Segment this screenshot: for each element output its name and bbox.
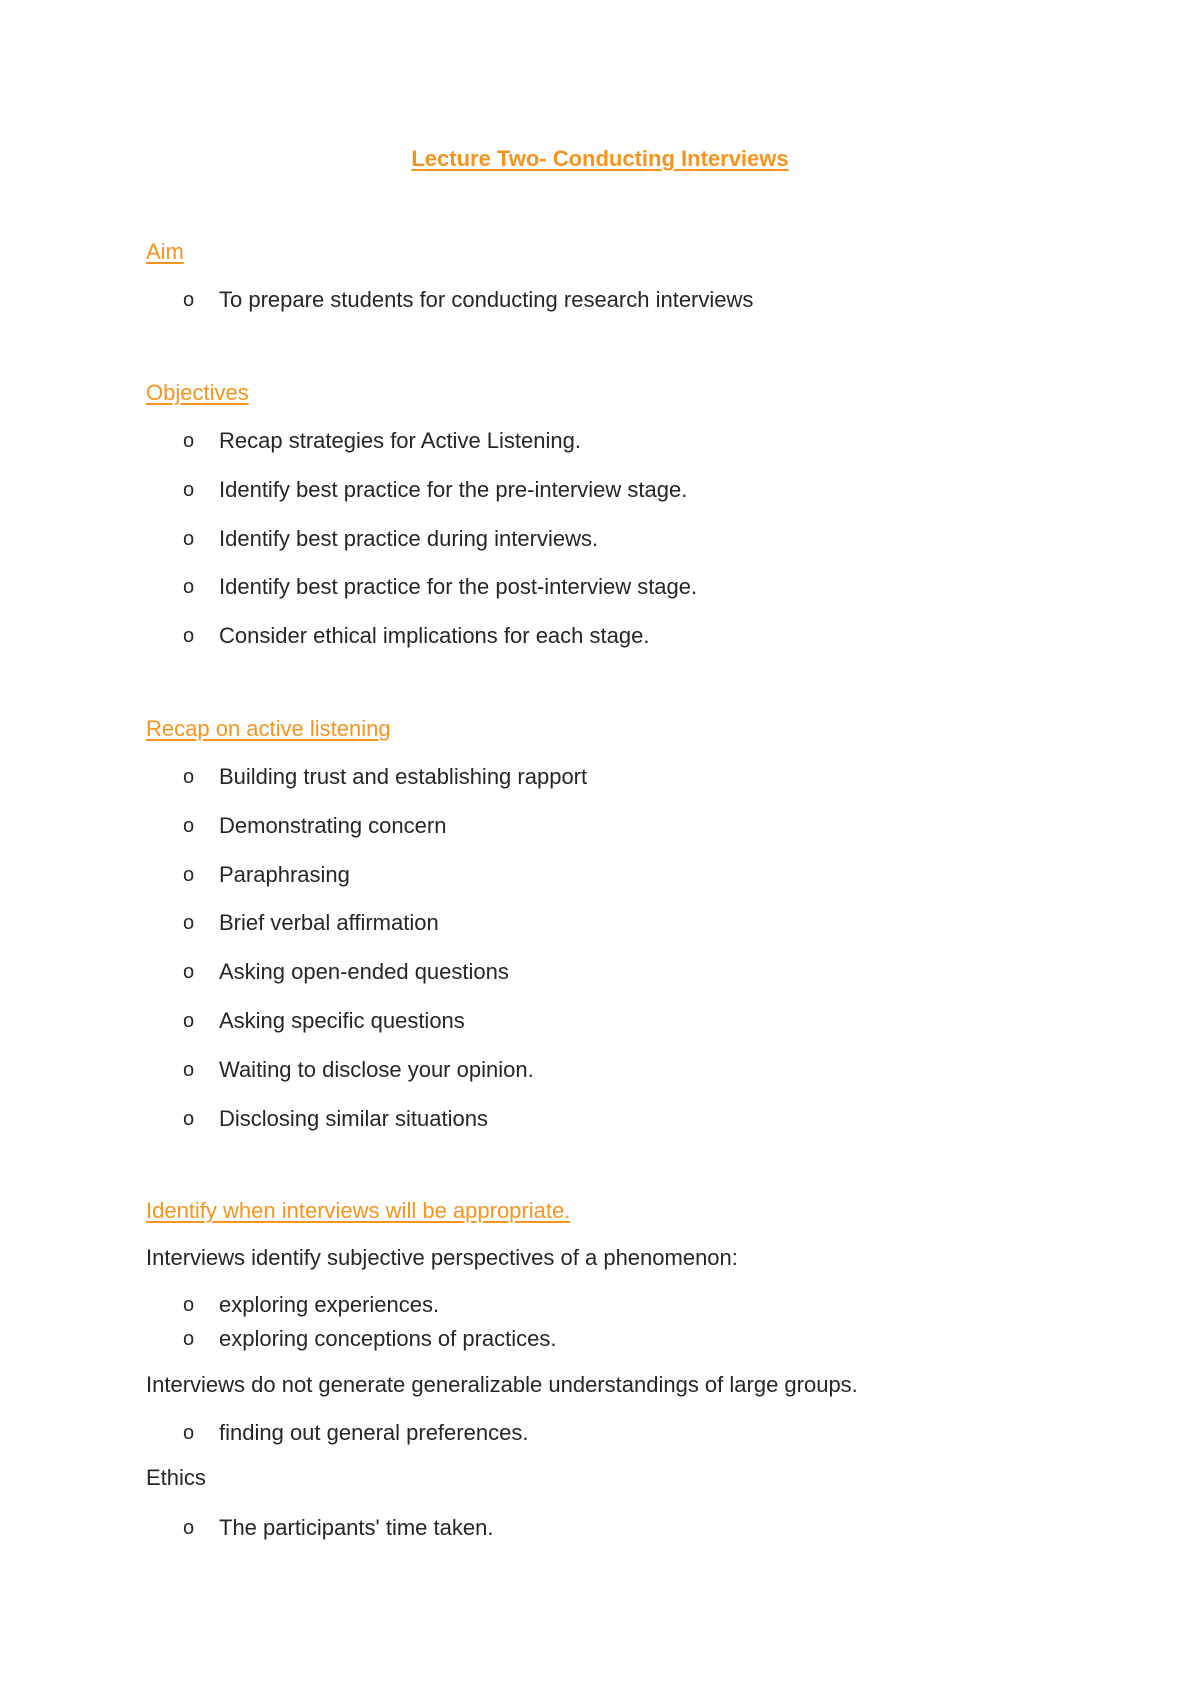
list-item-text: Building trust and establishing rapport	[219, 764, 588, 789]
list-item-text: Demonstrating concern	[219, 812, 447, 838]
bullet-marker: o	[183, 576, 195, 599]
objectives-heading: Objectives	[146, 380, 249, 405]
bullet-marker: o	[183, 1328, 195, 1350]
bullet-marker: o	[183, 766, 195, 788]
bullet-marker: o	[183, 1009, 195, 1032]
list-item-text: Identify best practice for the post-interview stage.	[219, 574, 698, 600]
list-item-text: Asking specific questions	[219, 1007, 465, 1033]
bullet-marker: o	[183, 289, 195, 311]
bullet-marker: o	[183, 527, 195, 550]
bullet-marker: o	[183, 1422, 195, 1444]
bullet-marker: o	[183, 1107, 195, 1130]
list-item-text: Brief verbal affirmation	[219, 910, 439, 936]
list-item-text: Recap strategies for Active Listening.	[219, 428, 581, 453]
bullet-marker: o	[183, 961, 195, 984]
appropriate-heading: Identify when interviews will be appropriate.	[146, 1198, 571, 1223]
bullet-marker: o	[183, 1294, 195, 1316]
appropriate-intro: Interviews identify subjective perspectives of a phenomenon:	[146, 1245, 738, 1270]
list-item-text: Waiting to disclose your opinion.	[219, 1056, 534, 1082]
bullet-marker: o	[183, 430, 195, 452]
bullet-marker: o	[183, 912, 195, 935]
list-item-text: Consider ethical implications for each stage.	[219, 623, 650, 649]
list-item-text: To prepare students for conducting research interviews	[219, 287, 754, 312]
list-item-text: exploring experiences.	[219, 1292, 440, 1317]
list-item-text: Identify best practice for the pre-interview stage.	[219, 476, 688, 502]
document-title: Lecture Two- Conducting Interviews	[411, 146, 789, 171]
bullet-marker: o	[183, 1058, 195, 1081]
recap-heading: Recap on active listening	[146, 716, 391, 741]
bullet-marker: o	[183, 625, 195, 648]
list-item-text: Asking open-ended questions	[219, 959, 509, 985]
list-item-text: finding out general preferences.	[219, 1420, 529, 1445]
bullet-marker: o	[183, 814, 195, 837]
list-item-text: exploring conceptions of practices.	[219, 1326, 557, 1351]
bullet-marker: o	[183, 478, 195, 501]
appropriate-note: Interviews do not generate generalizable understandings of large groups.	[146, 1372, 858, 1397]
aim-heading: Aim	[146, 239, 184, 264]
list-item-text: Identify best practice during interviews.	[219, 525, 599, 551]
list-item-text: The participants' time taken.	[219, 1515, 494, 1540]
list-item-text: Paraphrasing	[219, 861, 350, 887]
ethics-heading: Ethics	[146, 1465, 206, 1490]
list-item-text: Disclosing similar situations	[219, 1105, 488, 1131]
bullet-marker: o	[183, 863, 195, 886]
bullet-marker: o	[183, 1517, 195, 1539]
